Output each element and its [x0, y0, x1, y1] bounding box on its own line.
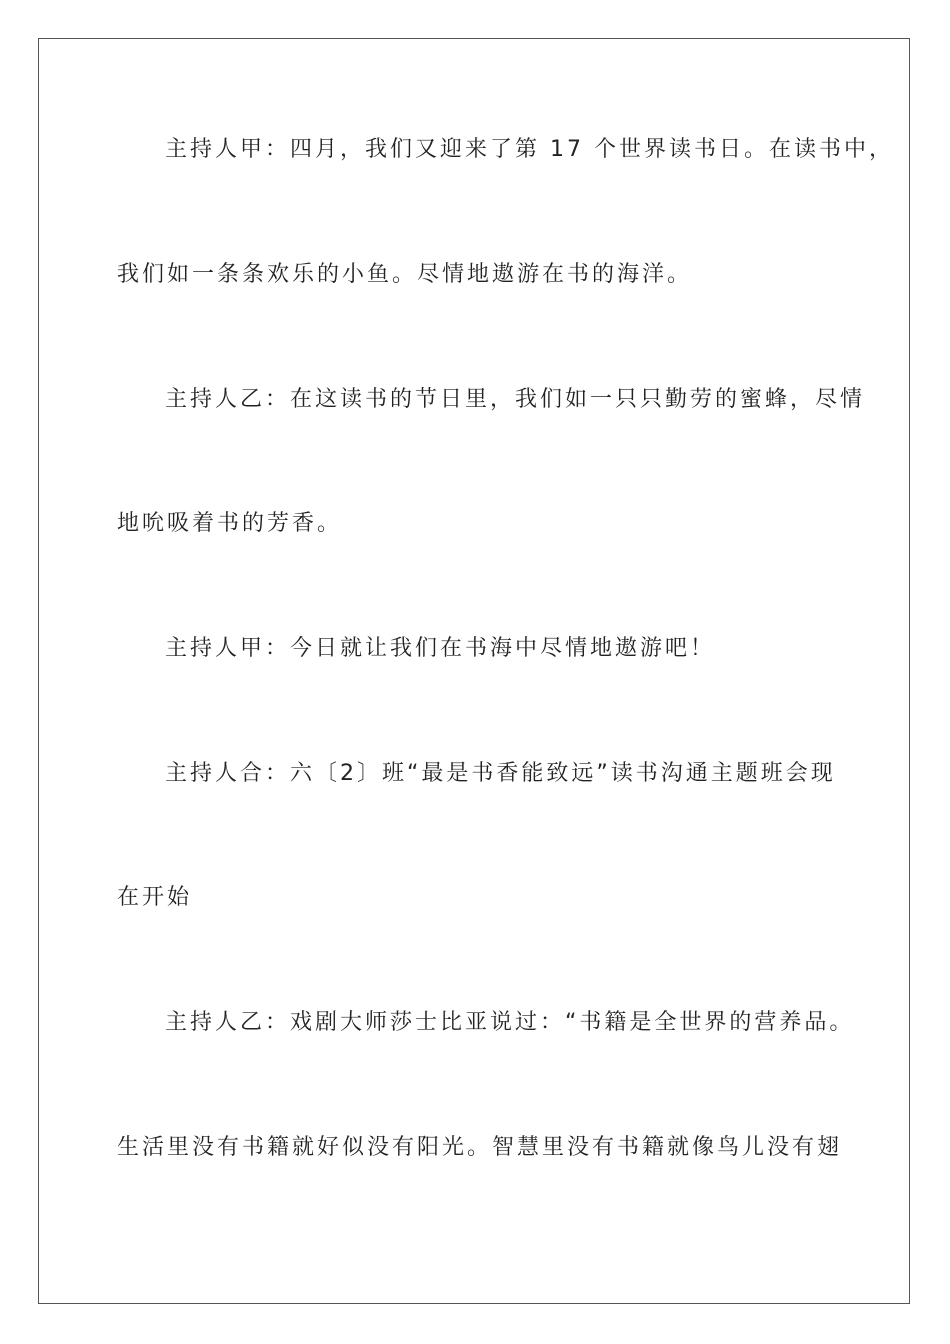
page-border — [38, 38, 910, 1304]
paragraph-line-7: 在开始 — [117, 885, 193, 910]
paragraph-line-8: 主持人乙：戏剧大师莎士比亚说过：“书籍是全世界的营养品。 — [165, 1010, 855, 1035]
paragraph-line-1: 主持人甲：四月，我们又迎来了第 17 个世界读书日。在读书中， — [165, 137, 894, 162]
paragraph-line-9: 生活里没有书籍就好似没有阳光。智慧里没有书籍就像鸟儿没有翅 — [117, 1135, 843, 1160]
paragraph-line-6: 主持人合：六〔2〕班“最是书香能致远”读书沟通主题班会现 — [165, 761, 836, 786]
paragraph-line-5: 主持人甲：今日就让我们在书海中尽情地遨游吧！ — [165, 636, 716, 661]
paragraph-line-2: 我们如一条条欢乐的小鱼。尽情地遨游在书的海洋。 — [117, 262, 693, 287]
paragraph-line-3: 主持人乙：在这读书的节日里，我们如一只只勤劳的蜜蜂，尽情 — [165, 387, 866, 412]
paragraph-line-4: 地吮吸着书的芳香。 — [117, 511, 343, 536]
